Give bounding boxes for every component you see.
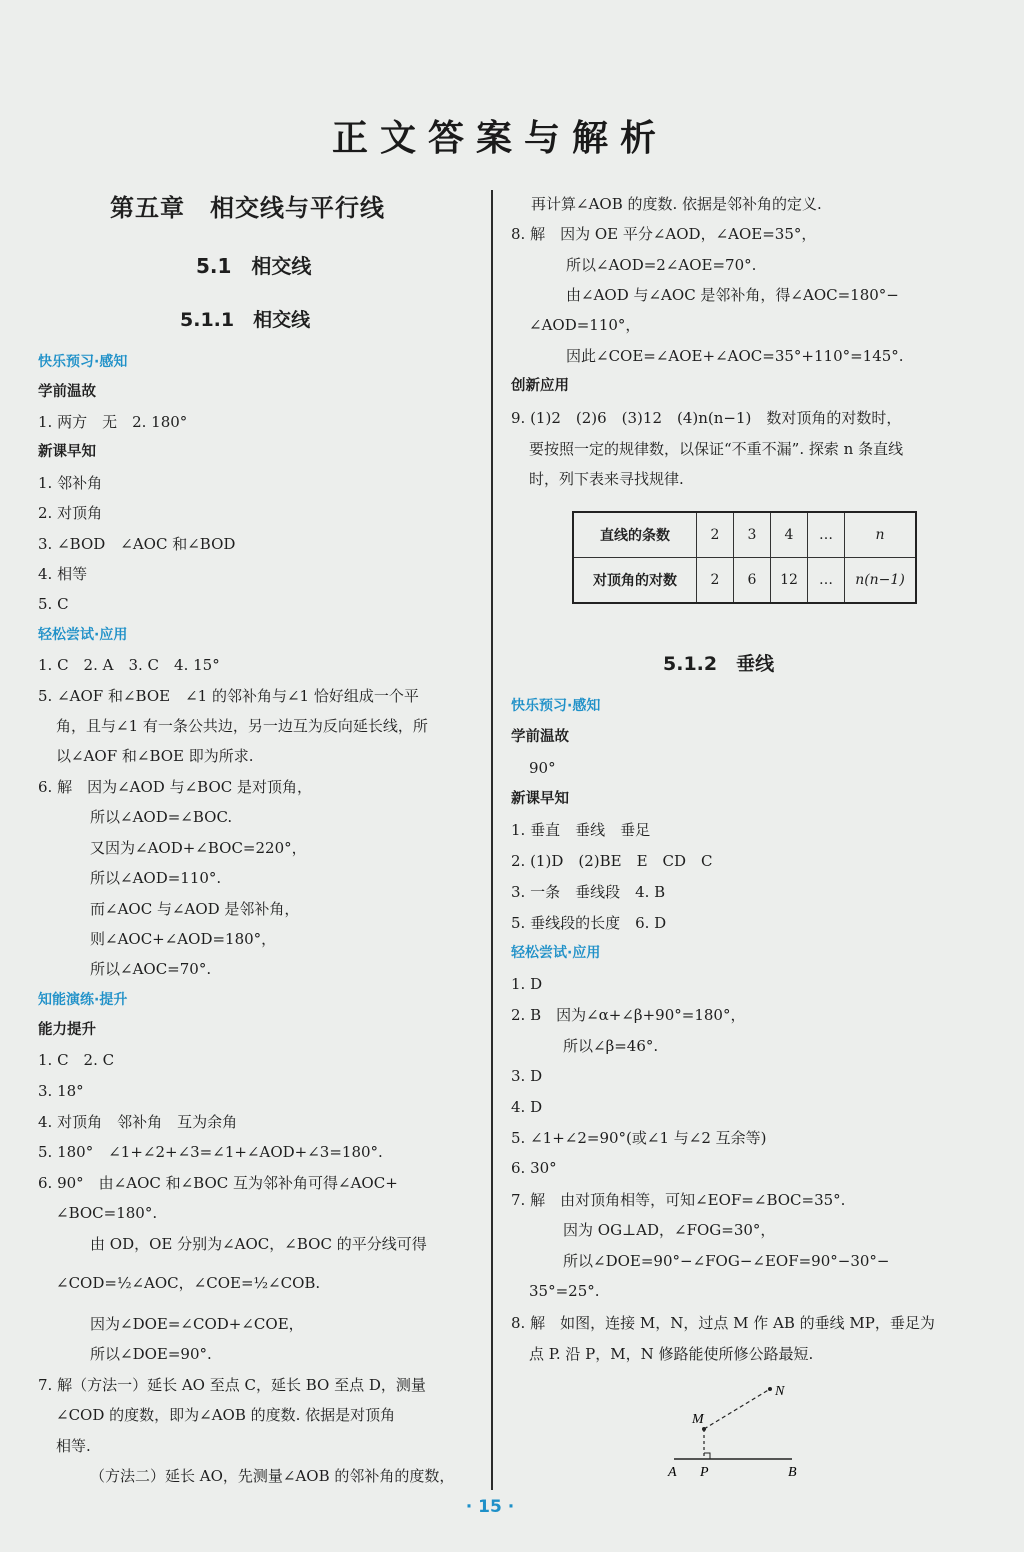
answer-line: 2. 对顶角 (38, 504, 103, 522)
right-angle-mark (704, 1453, 710, 1459)
answer-line: 5. ∠AOF 和∠BOE ∠1 的邻补角与∠1 恰好组成一个平 (38, 687, 419, 705)
answer-line: ∠AOD=110°， (529, 316, 641, 334)
answer-line: 1. D (511, 975, 543, 993)
answer-line: 4. 对顶角 邻补角 互为余角 (38, 1113, 238, 1131)
answer-line: 又因为∠AOD+∠BOC=220°， (90, 839, 307, 857)
point-m (702, 1427, 706, 1431)
answer-line: 所以∠β=46°. (563, 1037, 659, 1055)
page-number: · 15 · (465, 1497, 515, 1517)
section-title: 5.1 相交线 (196, 254, 312, 278)
answer-line: 1. 垂直 垂线 垂足 (511, 821, 651, 839)
answer-line: ∠COD 的度数，即为∠AOB 的度数. 依据是对顶角 (56, 1406, 396, 1424)
heading-label: 新课早知 (511, 791, 569, 807)
answer-line: 所以∠DOE=90°−∠FOG−∠EOF=90°−30°− (563, 1252, 890, 1270)
answer-line: 点 P. 沿 P，M，N 修路能使所修公路最短. (529, 1345, 814, 1363)
heading-label: 新课早知 (38, 444, 96, 460)
answer-line: 时，列下表来寻找规律. (529, 470, 684, 488)
answer-line: 1. C 2. C (38, 1051, 115, 1069)
answer-line: 要按照一定的规律数，以保证“不重不漏”. 探索 n 条直线 (529, 440, 904, 458)
table-cell: 6 (734, 558, 771, 604)
answer-line: 所以∠AOD=2∠AOE=70°. (566, 256, 757, 274)
answer-line: 5. 180° ∠1+∠2+∠3=∠1+∠AOD+∠3=180°. (38, 1143, 383, 1161)
answer-line: 1. 两方 无 2. 180° (38, 413, 188, 431)
section-tag: 轻松尝试·应用 (38, 627, 128, 643)
table-cell: … (808, 558, 845, 604)
label-p: P (700, 1465, 709, 1480)
answer-line: 7. 解 由对顶角相等，可知∠EOF=∠BOC=35°. (511, 1191, 846, 1209)
answer-line: ∠COD=½∠AOC，∠COE=½∠COB. (56, 1274, 321, 1292)
answer-line: 4. 相等 (38, 565, 88, 583)
subsection-title: 5.1.1 相交线 (180, 309, 311, 331)
answer-line: 3. 18° (38, 1082, 84, 1100)
section-tag: 快乐预习·感知 (511, 698, 601, 714)
answer-line: 所以∠AOD=110°. (90, 869, 222, 887)
table-cell: n(n−1) (845, 558, 917, 604)
answer-line: 3. 一条 垂线段 4. B (511, 883, 666, 901)
answer-line: 6. 解 因为∠AOD 与∠BOC 是对顶角， (38, 778, 312, 796)
answer-line: 5. C (38, 595, 69, 613)
answer-line: 5. 垂线段的长度 6. D (511, 914, 667, 932)
pattern-table (572, 511, 917, 604)
answer-line: 角，且与∠1 有一条公共边，另一边互为反向延长线，所 (56, 717, 428, 735)
heading-label: 学前温故 (38, 384, 96, 400)
answer-line: 再计算∠AOB 的度数. 依据是邻补角的定义. (531, 195, 822, 213)
answer-line: 5. ∠1+∠2=90°(或∠1 与∠2 互余等) (511, 1129, 767, 1147)
answer-line: 6. 90° 由∠AOC 和∠BOC 互为邻补角可得∠AOC+ (38, 1174, 398, 1192)
table-cell: 3 (734, 512, 771, 558)
answer-line: 8. 解 如图，连接 M，N，过点 M 作 AB 的垂线 MP，垂足为 (511, 1314, 935, 1332)
answer-line: 所以∠AOC=70°. (90, 960, 212, 978)
table-cell: 对顶角的对数 (573, 558, 697, 604)
heading-label: 创新应用 (511, 378, 569, 394)
answer-line: 35°=25°. (529, 1282, 600, 1300)
section-tag: 知能演练·提升 (38, 992, 128, 1008)
answer-line: 则∠AOC+∠AOD=180°， (90, 930, 277, 948)
answer-line: 2. (1)D (2)BE E CD C (511, 852, 713, 870)
table-row (573, 512, 916, 558)
heading-label: 能力提升 (38, 1022, 96, 1038)
label-b: B (788, 1465, 797, 1480)
table-cell: 2 (697, 512, 734, 558)
answer-line: 1. 邻补角 (38, 474, 103, 492)
answer-line: 9. (1)2 (2)6 (3)12 (4)n(n−1) 数对顶角的对数时， (511, 409, 902, 427)
answer-line: 6. 30° (511, 1159, 557, 1177)
table-cell: 直线的条数 (573, 512, 697, 558)
chapter-title: 第五章 相交线与平行线 (110, 194, 385, 222)
answer-line: 90° (529, 759, 556, 777)
answer-line: 4. D (511, 1098, 543, 1116)
label-n: N (775, 1384, 785, 1399)
table-cell: n (845, 512, 917, 558)
answer-line: 以∠AOF 和∠BOE 即为所求. (56, 747, 254, 765)
point-n (768, 1387, 772, 1391)
label-m: M (692, 1412, 704, 1427)
section-tag: 快乐预习·感知 (38, 354, 128, 370)
table-cell: 2 (697, 558, 734, 604)
answer-line: 2. B 因为∠α+∠β+90°=180°， (511, 1006, 746, 1024)
answer-line: 由∠AOD 与∠AOC 是邻补角，得∠AOC=180°− (566, 286, 899, 304)
answer-line: 3. D (511, 1067, 543, 1085)
table-cell: … (808, 512, 845, 558)
column-divider (491, 190, 493, 1490)
subsection-title: 5.1.2 垂线 (663, 653, 775, 675)
answer-line: ∠BOC=180°. (56, 1204, 158, 1222)
answer-line: 因为 OG⊥AD，∠FOG=30°， (563, 1221, 776, 1239)
answer-line: 所以∠DOE=90°. (90, 1345, 212, 1363)
segment-mn (704, 1389, 770, 1429)
answer-line: 所以∠AOD=∠BOC. (90, 808, 233, 826)
answer-line: 相等. (56, 1437, 91, 1455)
heading-label: 学前温故 (511, 729, 569, 745)
table-cell: 4 (771, 512, 808, 558)
label-a: A (668, 1465, 677, 1480)
geometry-diagram (660, 1375, 810, 1485)
answer-line: 由 OD，OE 分别为∠AOC，∠BOC 的平分线可得 (90, 1235, 427, 1253)
answer-line: 3. ∠BOD ∠AOC 和∠BOD (38, 535, 236, 553)
answer-line: 1. C 2. A 3. C 4. 15° (38, 656, 220, 674)
table-row (573, 558, 916, 604)
answer-line: （方法二）延长 AO，先测量∠AOB 的邻补角的度数， (90, 1467, 455, 1485)
table-cell: 12 (771, 558, 808, 604)
answer-line: 因为∠DOE=∠COD+∠COE， (90, 1315, 304, 1333)
answer-line: 8. 解 因为 OE 平分∠AOD，∠AOE=35°， (511, 225, 817, 243)
answer-line: 7. 解（方法一）延长 AO 至点 C，延长 BO 至点 D，测量 (38, 1376, 426, 1394)
section-tag: 轻松尝试·应用 (511, 945, 601, 961)
answer-line: 而∠AOC 与∠AOD 是邻补角， (90, 900, 300, 918)
page-title: 正文答案与解析 (331, 117, 668, 159)
answer-line: 因此∠COE=∠AOE+∠AOC=35°+110°=145°. (566, 347, 904, 365)
